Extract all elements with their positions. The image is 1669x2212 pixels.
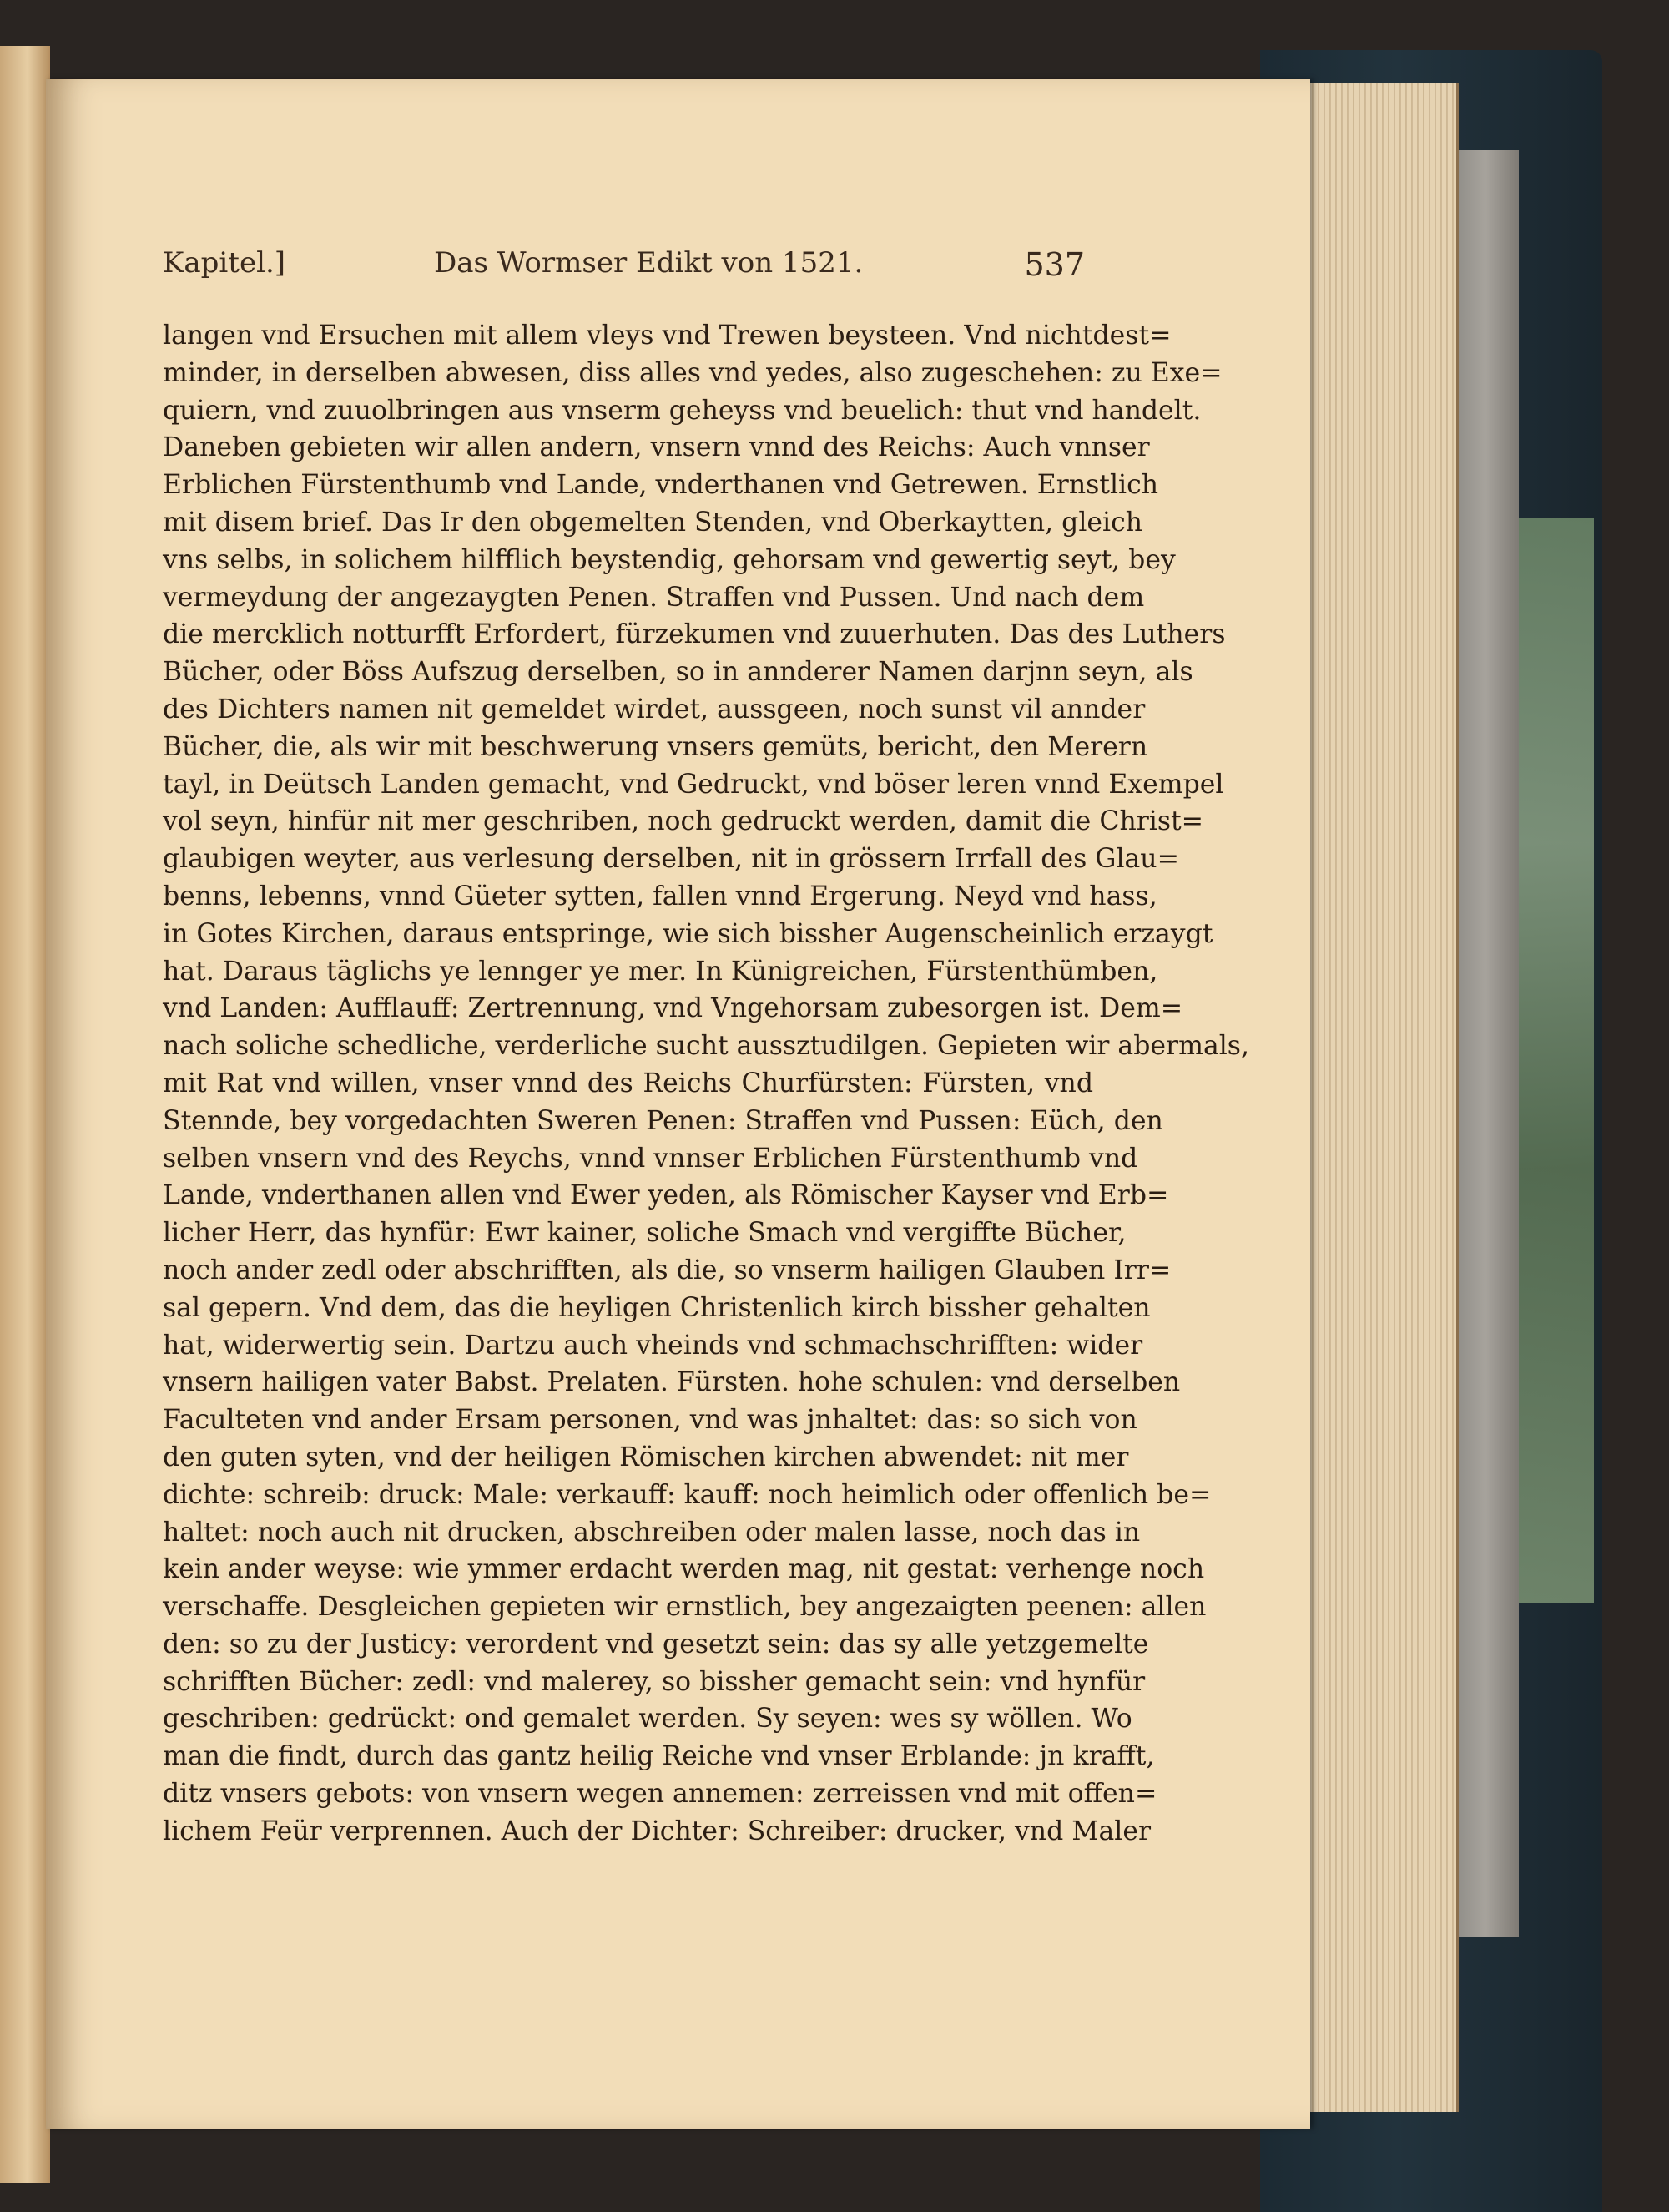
text-line: noch ander zedl oder abschrifften, als die, so vnserm hailigen Glauben Irr= <box>163 1255 1172 1285</box>
text-line: quiern, vnd zuuolbringen aus vnserm geheyss vnd beuelich: thut vnd handelt. <box>163 395 1202 426</box>
text-line: vns selbs, in solichem hilfflich beystendig, gehorsam vnd gewertig seyt, bey <box>163 544 1176 575</box>
text-line: Lande, vnderthanen allen vnd Ewer yeden, als Römischer Kayser vnd Erb= <box>163 1180 1169 1211</box>
text-line: selben vnsern vnd des Reychs, vnnd vnnser Erblichen Fürstenthumb vnd <box>163 1143 1138 1174</box>
endpaper <box>1452 150 1519 1937</box>
text-line: haltet: noch auch nit drucken, abschreiben oder malen lasse, noch das in <box>163 1517 1141 1548</box>
running-head-title: Das Wormser Edikt von 1521. <box>434 246 864 280</box>
marbled-cover-edge <box>1519 518 1594 1603</box>
text-line: hat, widerwertig sein. Dartzu auch vheinds vnd schmachschrifften: wider <box>163 1330 1143 1361</box>
text-line: Stennde, bey vorgedachten Sweren Penen: Straffen vnd Pussen: Eüch, den <box>163 1105 1163 1136</box>
text-line: schrifften Bücher: zedl: vnd malerey, so bissher gemacht sein: vnd hynfür <box>163 1666 1146 1697</box>
text-line: minder, in derselben abwesen, diss alles vnd yedes, also zugeschehen: zu Exe= <box>163 357 1223 388</box>
text-line: glaubigen weyter, aus verlesung derselben, nit in grössern Irrfall des Glau= <box>163 844 1179 875</box>
text-line: Bücher, die, als wir mit beschwerung vnsers gemüts, bericht, den Merern <box>163 731 1148 762</box>
text-line: licher Herr, das hynfür: Ewr kainer, soliche Smach vnd vergiffte Bücher, <box>163 1218 1127 1249</box>
text-line: den: so zu der Justicy: verordent vnd gesetzt sein: das sy alle yetzgemelte <box>163 1629 1149 1659</box>
text-line: verschaffe. Desgleichen gepieten wir ernstlich, bey angezaigten peenen: allen <box>163 1592 1207 1623</box>
text-line: Daneben gebieten wir allen andern, vnsern vnnd des Reichs: Auch vnnser <box>163 432 1150 463</box>
running-head-chapter: Kapitel.] <box>163 246 286 280</box>
text-line: mit Rat vnd willen, vnser vnnd des Reichs Churfürsten: Fürsten, vnd <box>163 1068 1093 1098</box>
text-line: Faculteten vnd ander Ersam personen, vnd was jnhaltet: das: so sich von <box>163 1405 1137 1436</box>
text-line: hat. Daraus täglichs ye lennger ye mer. In Künigreichen, Fürstenthümben, <box>163 956 1158 987</box>
page-number: 537 <box>1024 246 1085 283</box>
text-line: Erblichen Fürstenthumb vnd Lande, vnderthanen vnd Getrewen. Ernstlich <box>163 470 1159 501</box>
text-line: vol seyn, hinfür nit mer geschriben, noch gedruckt werden, damit die Christ= <box>163 806 1204 837</box>
text-line: die mercklich notturfft Erfordert, fürzekumen vnd zuuerhuten. Das des Luthers <box>163 619 1226 650</box>
text-line: kein ander weyse: wie ymmer erdacht werden mag, nit gestat: verhenge noch <box>163 1554 1205 1585</box>
text-line: lichem Feür verprennen. Auch der Dichter: Schreiber: drucker, vnd Maler <box>163 1816 1152 1846</box>
text-line: den guten syten, vnd der heiligen Römischen kirchen abwendet: nit mer <box>163 1442 1129 1472</box>
text-line: man die findt, durch das gantz heilig Reiche vnd vnser Erblande: jn krafft, <box>163 1741 1155 1772</box>
text-line: in Gotes Kirchen, daraus entspringe, wie sich bissher Augenscheinlich erzaygt <box>163 918 1213 949</box>
text-line: mit disem brief. Das Ir den obgemelten Stenden, vnd Oberkaytten, gleich <box>163 507 1143 538</box>
text-line: tayl, in Deütsch Landen gemacht, vnd Gedruckt, vnd böser leren vnnd Exempel <box>163 769 1224 800</box>
text-line: ditz vnsers gebots: von vnsern wegen annemen: zerreissen vnd mit offen= <box>163 1779 1157 1810</box>
text-line: geschriben: gedrückt: ond gemalet werden. Sy seyen: wes sy wöllen. Wo <box>163 1704 1132 1735</box>
text-line: langen vnd Ersuchen mit allem vleys vnd Trewen beysteen. Vnd nichtdest= <box>163 321 1172 351</box>
text-line: vermeydung der angezaygten Penen. Straffen vnd Pussen. Und nach dem <box>163 582 1145 613</box>
page-edges <box>1302 83 1459 2112</box>
text-line: vnsern hailigen vater Babst. Prelaten. Fürsten. hohe schulen: vnd derselben <box>163 1367 1181 1398</box>
text-line: dichte: schreib: druck: Male: verkauff: kauff: noch heimlich oder offenlich be= <box>163 1479 1212 1510</box>
text-line: vnd Landen: Aufflauff: Zertrennung, vnd Vngehorsam zubesorgen ist. Dem= <box>163 993 1183 1024</box>
running-head <box>150 246 1085 288</box>
left-page-edge <box>0 46 50 2183</box>
text-line: Bücher, oder Böss Aufszug derselben, so in annderer Namen darjnn seyn, als <box>163 657 1193 688</box>
text-line: des Dichters namen nit gemeldet wirdet, aussgeen, noch sunst vil annder <box>163 694 1146 725</box>
text-line: sal gepern. Vnd dem, das die heyligen Christenlich kirch bissher gehalten <box>163 1292 1151 1323</box>
text-line: benns, lebenns, vnnd Güeter sytten, fallen vnnd Ergerung. Neyd vnd hass, <box>163 881 1157 912</box>
body-text <box>163 317 1249 1851</box>
text-line: nach soliche schedliche, verderliche sucht aussztudilgen. Gepieten wir abermals, <box>163 1031 1249 1062</box>
